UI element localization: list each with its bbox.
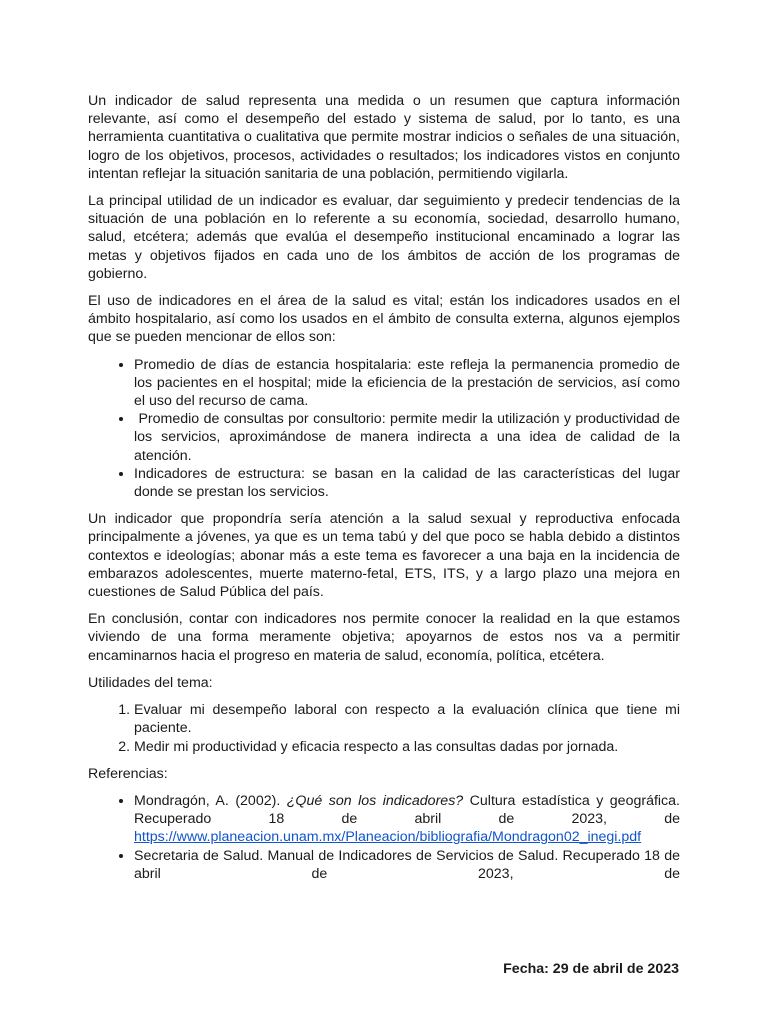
- document-body: [88, 92, 684, 892]
- paragraph-conclusion: En conclusión, contar con indicadores nos permite conocer la realidad en la que estamos viviendo de una forma meramente objetiva; apoyarnos de estos nos va a permitir encaminarnos hacia el progreso en materia de salud, economía, política, etcétera.: [88, 611, 680, 664]
- reference-link[interactable]: https://www.planeacion.unam.mx/Planeacion/bibliografia/Mondragon02_inegi.pdf: [134, 829, 642, 846]
- list-item: 1. Evaluar mi desempeño laboral con respecto a la evaluación clínica que tiene mi paciente.: [134, 701, 680, 737]
- paragraph-usage: El uso de indicadores en el área de la salud es vital; están los indicadores usados en el ámbito hospitalario, así como los usados en el ámbito de consulta externa, algunos ejemplos que se pueden mencionar de ellos son:: [88, 293, 680, 346]
- references-heading: Referencias:: [88, 765, 168, 782]
- document-date: Fecha: 29 de abril de 2023: [503, 961, 679, 977]
- reference-author: Mondragón, A. (2002).: [134, 792, 287, 809]
- reference-item: • Secretaria de Salud. Manual de Indicadores de Servicios de Salud. Recuperado 18 de abril de 2023, de: [134, 847, 680, 883]
- paragraph-utility: La principal utilidad de un indicador es evaluar, dar seguimiento y predecir tendencias de la situación de una población en lo referente a su economía, sociedad, desarrollo humano, salud, etcétera; además que evalúa el desempeño institucional encaminado a lograr las metas y objetivos fijados en cada uno de los ámbitos de acción de los programas de gobierno.: [88, 193, 680, 282]
- list-item: • Indicadores de estructura: se basan en la calidad de las características del lugar donde se prestan los servicios.: [134, 465, 680, 501]
- list-item: • Promedio de días de estancia hospitalaria: este refleja la permanencia promedio de los pacientes en el hospital; mide la eficiencia de la prestación de servicios, así como el uso del recurso de cama.: [134, 356, 680, 411]
- references-list: [88, 792, 680, 883]
- paragraph-proposal: Un indicador que propondría sería atención a la salud sexual y reproductiva enfocada principalmente a jóvenes, ya que es un tema tabú y del que poco se habla debido a distintos contextos e ideologías; abonar más a este tema es favorecer a una baja en la incidencia de embarazos adolescentes, muerte materno-fetal, ETS, ITS, y a largo plazo una mejora en cuestiones de Salud Pública del país.: [88, 511, 680, 601]
- reference-title: ¿Qué son los indicadores?: [286, 792, 464, 809]
- list-item-text: Promedio de consultas por consultorio: permite medir la utilización y productividad de los servicios, aproximándose de manera indirecta a una idea de calidad de la atención.: [134, 411, 684, 464]
- list-item: 2. Medir mi productividad y eficacia respecto a las consultas dadas por jornada.: [134, 738, 680, 756]
- examples-list: [88, 356, 684, 502]
- reference-source: Cultura estadística y geográfica. Recuperado 18 de abril de 2023, de: [134, 792, 680, 828]
- reference-item: [134, 792, 680, 847]
- utilities-list: [88, 701, 680, 756]
- utilities-heading: Utilidades del tema:: [88, 674, 213, 691]
- list-item: [134, 410, 684, 465]
- paragraph-definition: Un indicador de salud representa una medida o un resumen que captura información relevante, así como el desempeño del estado y sistema de salud, por lo tanto, es una herramienta cuantitativa o cualitativa que permite mostrar indicios o señales de una situación, logro de los objetivos, procesos, actividades o resultados; los indicadores vistos en conjunto intentan reflejar la situación sanitaria de una población, permitiendo vigilarla.: [88, 93, 680, 182]
